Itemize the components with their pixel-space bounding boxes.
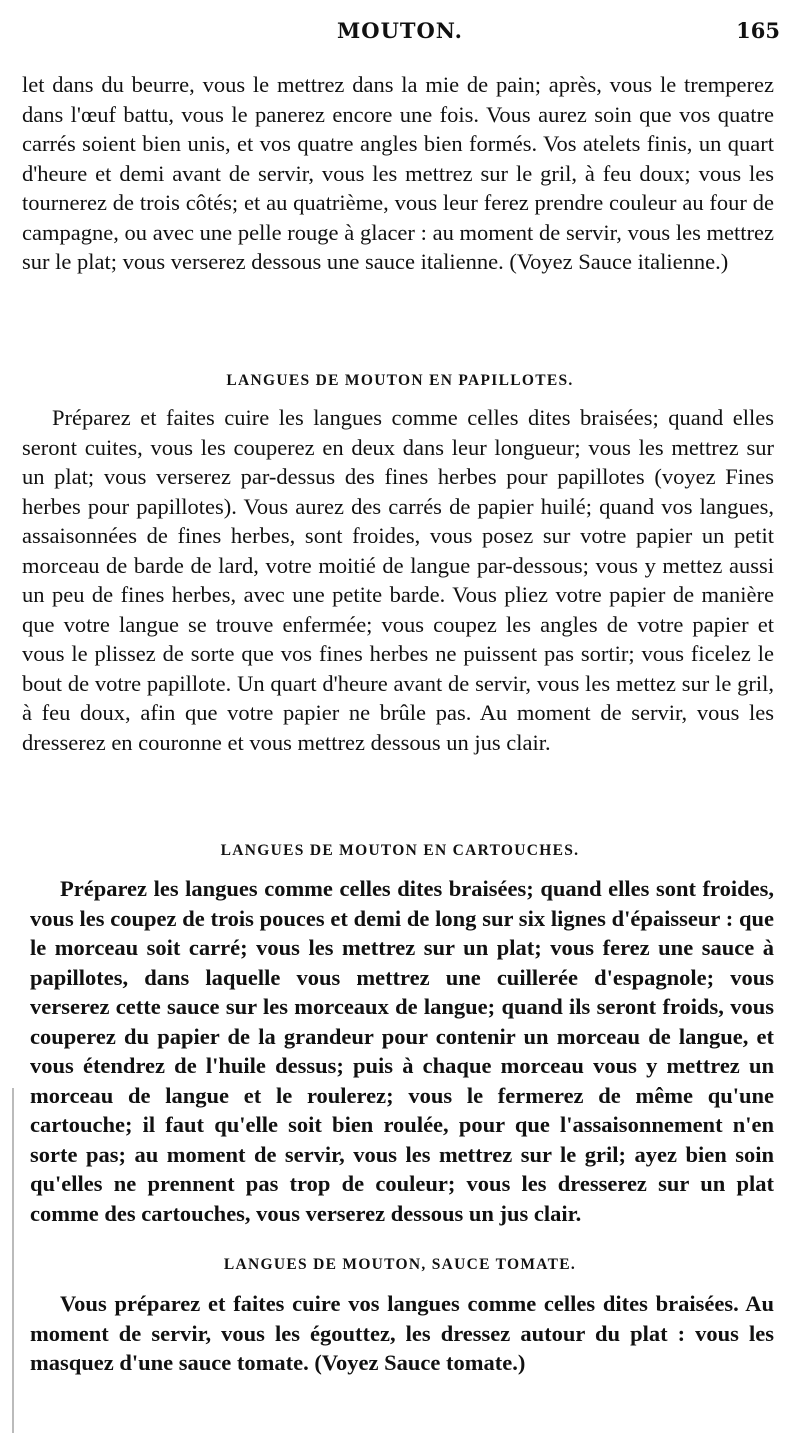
section-title-sauce-tomate: LANGUES DE MOUTON, SAUCE TOMATE.: [223, 1256, 577, 1273]
running-title: MOUTON.: [337, 18, 463, 43]
section-title-papillotes: LANGUES DE MOUTON EN PAPILLOTES.: [226, 372, 574, 389]
paragraph-continuation: let dans du beurre, vous le mettrez dans la mie de pain; après, vous le tremperez dans l'œuf battu, vous le panerez encore une fois. Vous aurez soin que vos quatre carrés soient bien unis, et vos quatre angles bien formés. Vos atelets finis, un quart d'heure et demi avant de servir, vous les mettrez sur le gril, à feu doux; vous les tournerez de trois côtés; et au quatrième, vous leur ferez prendre couleur au four de campagne, ou avec une pelle rouge à glacer : au moment de servir, vous les mettrez sur le plat; vous verserez dessous une sauce italienne. (Voyez Sauce italienne.): [22, 72, 774, 274]
paragraph-sauce-tomate: Vous préparez et faites cuire vos langues comme celles dites braisées. Au moment de servir, vous les égouttez, les dressez autour du plat : vous les masquez d'une sauce tomate. (Voyez Sauce tomate.): [30, 1291, 774, 1375]
paragraph-cartouches: Préparez les langues comme celles dites braisées; quand elles sont froides, vous les coupez de trois pouces et demi de long sur six lignes d'épaisseur : que le morceau soit carré; vous les mettrez sur un plat; vous ferez une sauce à papillotes, dans laquelle vous mettrez une cuillerée d'espagnole; vous verserez cette sauce sur les morceaux de langue; quand ils seront froids, vous couperez du papier de la grandeur pour contenir un morceau de langue, et vous étendrez de l'huile dessus; puis à chaque morceau vous y mettrez un morceau de langue et le roulerez; vous le fermerez de même qu'une cartouche; il faut qu'elle soit bien roulée, pour que l'assaisonnement n'en sorte pas; au moment de servir, vous les mettrez sur le gril; ayez bien soin qu'elles ne prennent pas trop de couleur; vous les dresserez sur un plat comme des cartouches, vous verserez dessous un jus clair.: [30, 876, 774, 1226]
section-title-cartouches: LANGUES DE MOUTON EN CARTOUCHES.: [220, 842, 580, 859]
page-number: 165: [736, 18, 780, 43]
running-header: [0, 0, 800, 60]
gutter-shadow-line: [12, 1088, 14, 1433]
paragraph-papillotes: Préparez et faites cuire les langues comme celles dites braisées; quand elles seront cuites, vous les couperez en deux dans leur longueur; vous les mettrez sur un plat; vous verserez par-dessus des fines herbes pour papillotes (voyez Fines herbes pour papillotes). Vous aurez des carrés de papier huilé; quand vos langues, assaisonnées de fines herbes, sont froides, vous posez sur votre papier un petit morceau de barde de lard, votre moitié de langue par-dessous; vous y mettez aussi un peu de fines herbes, avec une petite barde. Vous pliez votre papier de manière que votre langue se trouve enfermée; vous coupez les angles de votre papier et vous le plissez de sorte que vos fines herbes ne puissent pas sortir; vous ficelez le bout de votre papillote. Un quart d'heure avant de servir, vous les mettez sur le gril, à feu doux, afin que votre papier ne brûle pas. Au moment de servir, vous les dresserez en couronne et vous mettrez dessous un jus clair.: [22, 405, 774, 755]
